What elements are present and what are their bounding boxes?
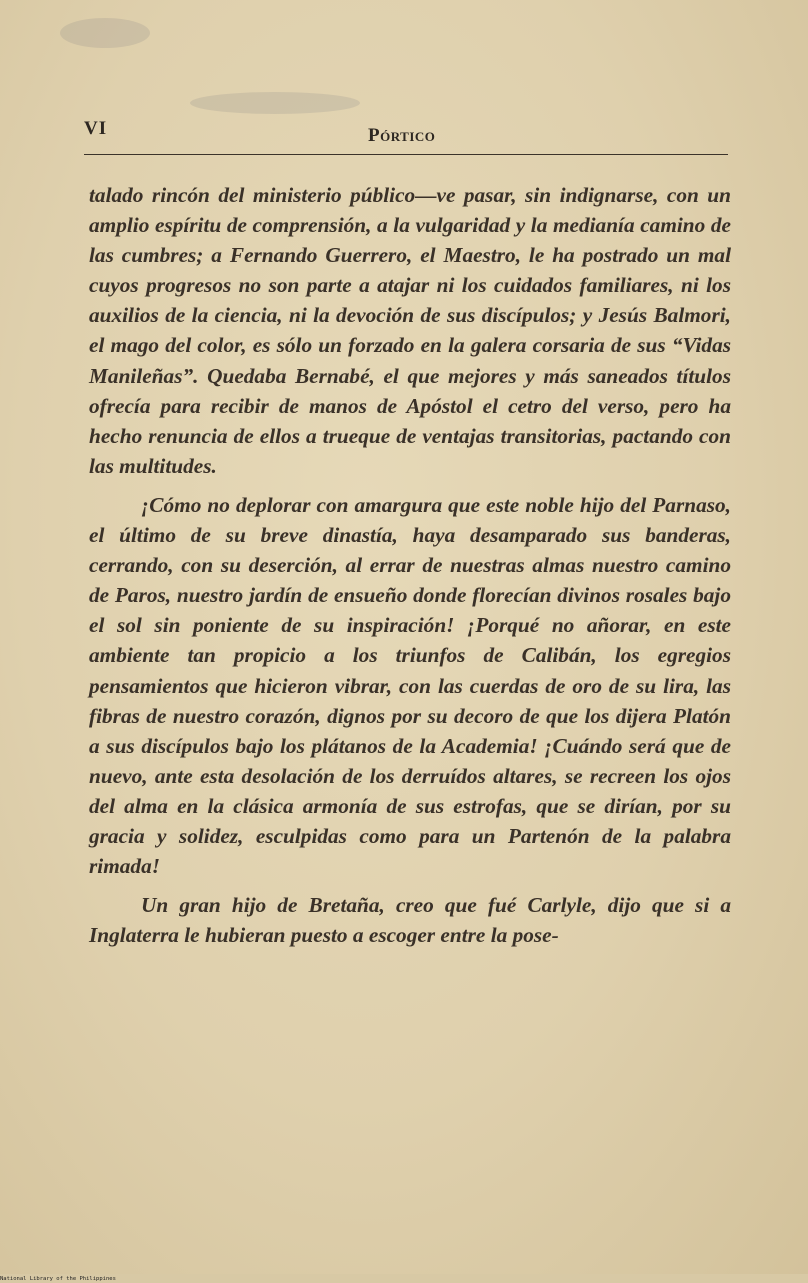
paragraph: ¡Cómo no deplorar con amargura que este noble hijo del Parnaso, el último de su breve dinastía, haya desamparado sus banderas, cerrando, con su deserción, al errar de nuestras almas nuestro camino de Paros, nuestro jardín de ensueño donde florecían divinos rosales bajo el sol sin poniente de su inspiración! ¡Porqué no añorar, en este ambiente tan propicio a los triunfos de Calibán, los egregios pensamientos que hicieron vibrar, con las cuerdas de oro de su lira, las fibras de nuestro corazón, dignos por su decoro de que los dijera Platón a sus discípulos bajo los plátanos de la Academia! ¡Cuándo será que de nuevo, ante esta desolación de los derruídos altares, se recreen los ojos del alma en la clásica armonía de sus estrofas, que se dirían, por su gracia y solidez, esculpidas como para un Partenón de la palabra rimada! (89, 492, 731, 879)
ink-smudge (60, 18, 150, 48)
library-credit: National Library of the Philippines (0, 1276, 116, 1282)
page-number: VI (84, 118, 108, 139)
running-title: Pórtico (368, 125, 436, 146)
paragraph-continued: talado rincón del ministerio público—ve pasar, sin indignarse, con un amplio espíritu de comprensión, a la vulgaridad y la medianía camino de las cumbres; a Fernando Guerrero, el Maestro, le ha postrado un mal cuyos progresos no son parte a atajar ni los cuidados familiares, ni los auxilios de la ciencia, ni la devoción de sus discípulos; y Jesús Balmori, el mago del color, es sólo un forzado en la galera corsaria de sus “Vidas Manileñas”. Quedaba Bernabé, el que mejores y más saneados títulos ofrecía para recibir de manos de Apóstol el cetro del verso, pero ha hecho renuncia de ellos a trueque de ventajas transitorias, pactando con las multitudes. (89, 183, 731, 478)
ink-smudge (190, 92, 360, 114)
paragraph: Un gran hijo de Bretaña, creo que fué Carlyle, dijo que si a Inglaterra le hubieran puesto a escoger entre la pose- (89, 893, 731, 948)
header-rule (84, 154, 728, 155)
page-header (84, 118, 728, 156)
body-text (89, 180, 731, 950)
